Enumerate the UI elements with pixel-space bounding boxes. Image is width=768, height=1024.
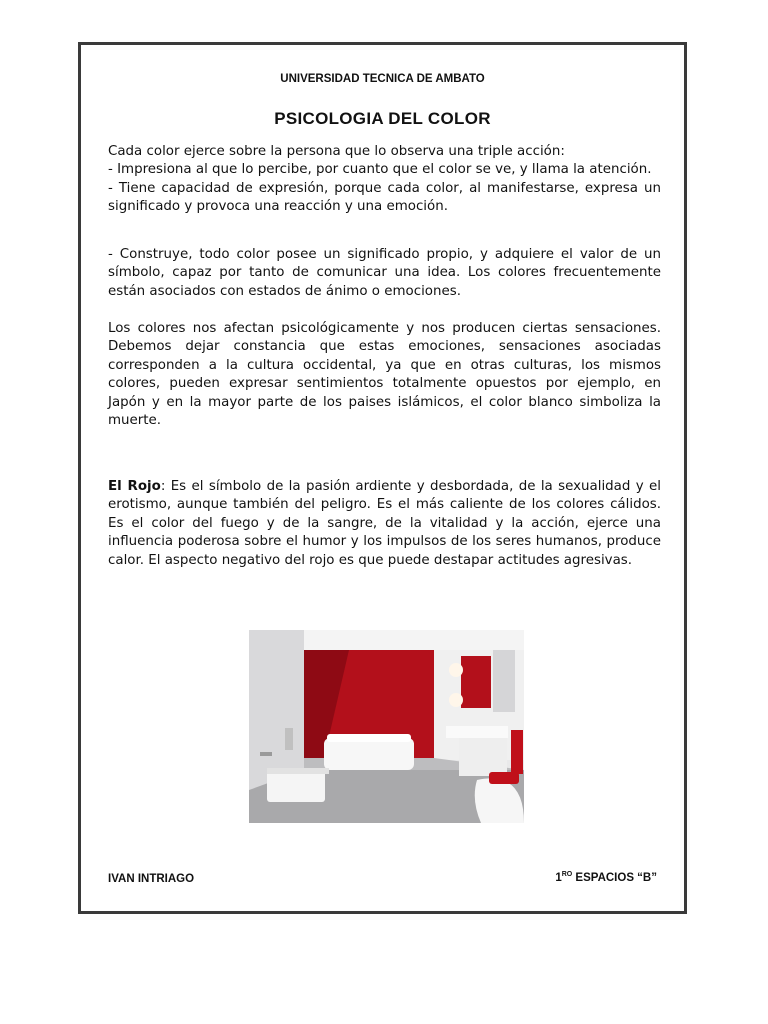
footer-course bbox=[555, 871, 657, 884]
rojo-description: : Es el símbolo de la pasión ardiente y desbordada, de la sexualidad y el erotismo, aunque también del peligro. Es el más caliente de los colores cálidos. Es el color del fuego y de la sangre, de la vitalidad y la acción, ejerce una influencia poderosa sobre el humor y los impulsos de los seres humanos, produce calor. El aspecto negativo del rojo es que puede destapar actitudes agresivas. bbox=[108, 479, 662, 568]
afectan-paragraph bbox=[108, 320, 661, 430]
document-page bbox=[78, 42, 687, 914]
course-name: ESPACIOS “B” bbox=[572, 871, 657, 884]
rojo-term: El Rojo bbox=[108, 479, 161, 494]
course-superscript: RO bbox=[561, 871, 573, 878]
afectan-text: Los colores nos afectan psicológicamente y nos producen ciertas sensaciones. Debemos dejar constancia que estas emociones, sensaciones asociadas corresponden a la cultura occidental, ya que en otras culturas, los mismos colores, pueden expresar sentimientos totalmente opuestos por ejemplo, en Japón y en la mayor parte de los paises islámicos, el color blanco simboliza la muerte. bbox=[108, 321, 661, 429]
intro-line-3: - Tiene capacidad de expresión, porque cada color, al manifestarse, expresa un significado y provoca una reacción y una emoción. bbox=[108, 180, 661, 215]
red-bathroom-photo bbox=[249, 630, 524, 823]
construye-text: - Construye, todo color posee un significado propio, y adquiere el valor de un símbolo, capaz por tanto de comunicar una idea. Los colores frecuentemente están asociados con estados de ánimo o emociones. bbox=[108, 247, 661, 299]
intro-line-2: - Impresiona al que lo percibe, por cuanto que el color se ve, y llama la atención. bbox=[108, 162, 652, 178]
rojo-text-wrapper bbox=[108, 478, 661, 570]
document-title: PSICOLOGIA DEL COLOR bbox=[274, 109, 491, 128]
footer-author: IVAN INTRIAGO bbox=[108, 873, 195, 885]
course-number: 1 bbox=[555, 871, 562, 884]
intro-line-1: Cada color ejerce sobre la persona que lo observa una triple acción: bbox=[108, 144, 565, 159]
construye-paragraph bbox=[108, 246, 661, 301]
rojo-paragraph bbox=[108, 478, 661, 570]
university-name: UNIVERSIDAD TECNICA DE AMBATO bbox=[280, 73, 485, 85]
intro-paragraph bbox=[108, 143, 661, 217]
